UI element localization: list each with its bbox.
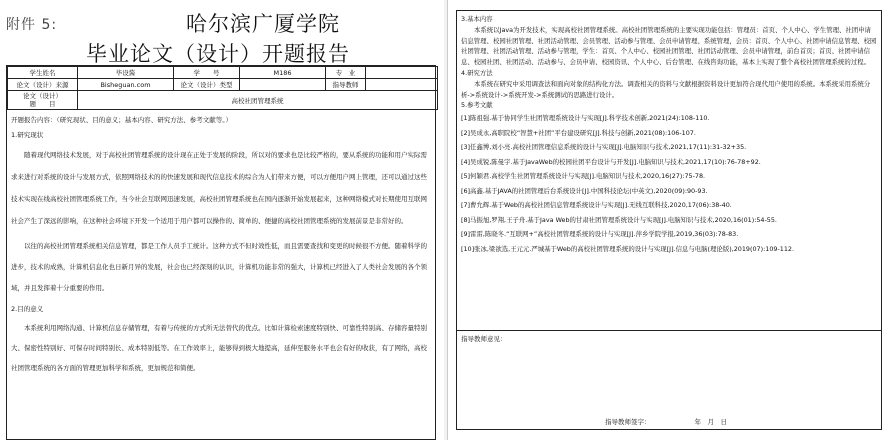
signature-row <box>605 417 727 426</box>
advisor-value[interactable] <box>366 79 438 91</box>
proposal-form <box>6 65 436 440</box>
category-value[interactable] <box>240 79 326 91</box>
reference-item: [6]高鑫.基于JAVA的社团管理后台系统设计[J].中国科技论坛(中英文),2020(09):90-93. <box>461 186 708 195</box>
attachment-label: 附件 5: <box>6 17 58 33</box>
signature-date: 年 月 日 <box>694 418 727 426</box>
section1-paragraph-2: 以往的高校社团管理系统相关信息管理，都是工作人员手工统计。这种方式不但时效性低，而且需要查找和变更的时候很不方便。随着科学的进步，技术的成熟，计算机信息化也日新月异的发展，社会也已经深刻的认识，计算机功能非常的强大，计算机已经进入了人类社会发展的各个领域，并且发挥着十分重要的作用。 <box>11 242 427 292</box>
source-value[interactable]: Bisheguan.com <box>78 79 174 91</box>
reference-item: [5]何颖君.高校学生社团管理系统设计与实现[J].电脑知识与技术,2020,16(27):75-78. <box>461 172 706 181</box>
topic-label <box>8 91 78 110</box>
section3-paragraph: 本系统以Java为开发技术，实现高校社团管理系统。高校社团管理系统的主要实现功能包括：管理员：首页、个人中心、学生管理、社团申请信息管理、校园社团管理、社团活动管理、会员管理、活动参与管理、会员申请管理、系统管理，会员：首页、个人中心、社团申请信息管理、校园社团管理、社团活动管理、活动参与管理，学生：首页、个人中心、校园社团管理、社团活动管理、会员申请管理，前台首页；首页、社团申请信息、校园社团、社团活动、活动参与、会员申请、校园资讯、个人中心、后台管理、在线咨询功能，基本上实现了整个高校社团管理系统的过程。 <box>461 25 877 67</box>
section1-paragraph-1: 随着现代网络技术发展，对于高校社团管理系统的设计现在正处于发展的阶段，所以对的要求也是比较严格的，要从系统的功能和用户实际需求来进行对系统的设计与发展方式，依照网络技术的的快速发展和现代信息技术的综合为人们带来方便，可以方便用户网上管理，还可以通过这些技术实现在线高校社团管理系统工作，当今社会互联网迅速发展，高校社团管理系统也在国内逐渐开始发展起来，这种网络模式对长期使用互联网社会产生了深远的影响，在这种社会环境下开发一个适用于用户都可以操作的、简单的、便捷的高校社团管理系统的发展前景是非常好的。 <box>11 151 427 225</box>
report-content <box>7 110 435 378</box>
reference-item: [1]陈祖强.基于协同学生社团管理系统设计与实现[J].科学技术创新,2021(24):108-110. <box>461 114 710 123</box>
reference-item: [2]吴成永,高职院校“智慧+社团”平台建设研究[J].科技与创新,2021(08):106-107. <box>461 128 696 137</box>
section5-heading: 5.参考文献 <box>461 101 493 110</box>
document-title: 毕业论文（设计）开题报告 <box>86 42 350 66</box>
advisor-label: 指导教师 <box>326 79 366 91</box>
page-right <box>447 0 888 440</box>
reference-list <box>461 111 877 256</box>
reference-item: [9]雷雷,陈晓冬.“互联网+”高校社团管理系统的设计与实现[J].萍乡学院学报,2019,36(03):78-83. <box>461 230 739 239</box>
reference-item: [7]曹允辉.基于Web的高校社团信息管理系统设计与实现[J].无线互联科技,2020,17(06):38-40. <box>461 201 732 210</box>
category-label: 论文（设计）类型 <box>174 79 240 91</box>
topic-label-line1: 论文（设计） <box>23 92 62 100</box>
student-id-label: 学 号 <box>174 67 240 79</box>
section2-paragraph-1: 本系统利用网络沟通、计算机信息存储管理，有着与传统的方式所无法替代的优点。比如计算检索速度特别快、可靠性特别高、存储容量特别大、保密性特别好、可保存时间特别长、成本特别低等。在工作效率上，能够得到极大地提高，延伸至服务水平也会有好的收获，有了网络，高校社团管理系统的各方面的管理更加科学和系统，更加规范和简便。 <box>11 324 427 372</box>
reference-item: [8]马振旭,罗翔,王子舟.基于Java Web的甘肃社团管理系统设计与实现[J].电脑知识与技术,2020,16(01):54-55. <box>461 215 777 224</box>
section4-heading: 4.研究方法 <box>461 68 493 77</box>
reference-item: [10]张冰,梁欲选,王元元.严城基于Web的高校社团管理系统的设计与实现[J].信息与电脑(理论版),2019(07):109-112. <box>461 244 795 253</box>
school-name: 哈尔滨广厦学院 <box>186 12 340 36</box>
student-name-label: 学生姓名 <box>8 67 78 79</box>
advisor-signature-label: 指导教师签字： <box>605 418 651 426</box>
section2-heading: 2.目的意义 <box>11 305 44 313</box>
reference-item: [4]吴成锐,陈曼宇.基于JavaWeb的校园社团平台设计与开发[J].电脑知识与技术,2021,17(10):76-78+92. <box>461 157 761 166</box>
topic-label-line2: 题 目 <box>29 100 56 108</box>
major-value[interactable] <box>366 67 438 79</box>
advisor-comment-label: 指导教师意见： <box>461 335 507 343</box>
section3-heading: 3.基本内容 <box>461 15 493 23</box>
content-prompt: 开题报告内容：（研究现状、目的意义；基本内容、研究方法、参考文献等。） <box>11 116 232 124</box>
section4-paragraph: 本系统在研究中采用调查法和面向对象的结构化方法。调查相关的资料与文献根据资料设计更加符合现代用户使用的系统。本系统采用系统分析->系统设计->系统开发->系统测试的思路进行设计。 <box>461 79 871 99</box>
major-label: 专 业 <box>326 67 366 79</box>
advisor-comment-box[interactable] <box>456 330 882 430</box>
section1-heading: 1.研究现状 <box>11 131 44 139</box>
report-content-continued <box>456 10 882 330</box>
source-label: 论文（设计）来源 <box>8 79 78 91</box>
student-name-value[interactable]: 毕设酱 <box>78 67 174 79</box>
student-id-value[interactable]: M186 <box>240 67 326 79</box>
reference-item: [3]任鑫博,刘小亮.高校社团管理信息系统的设计与实现[J].电脑知识与技术,2021,17(11):31-32+35. <box>461 143 747 152</box>
info-table <box>7 66 438 110</box>
topic-value[interactable]: 高校社团管理系统 <box>78 91 438 110</box>
